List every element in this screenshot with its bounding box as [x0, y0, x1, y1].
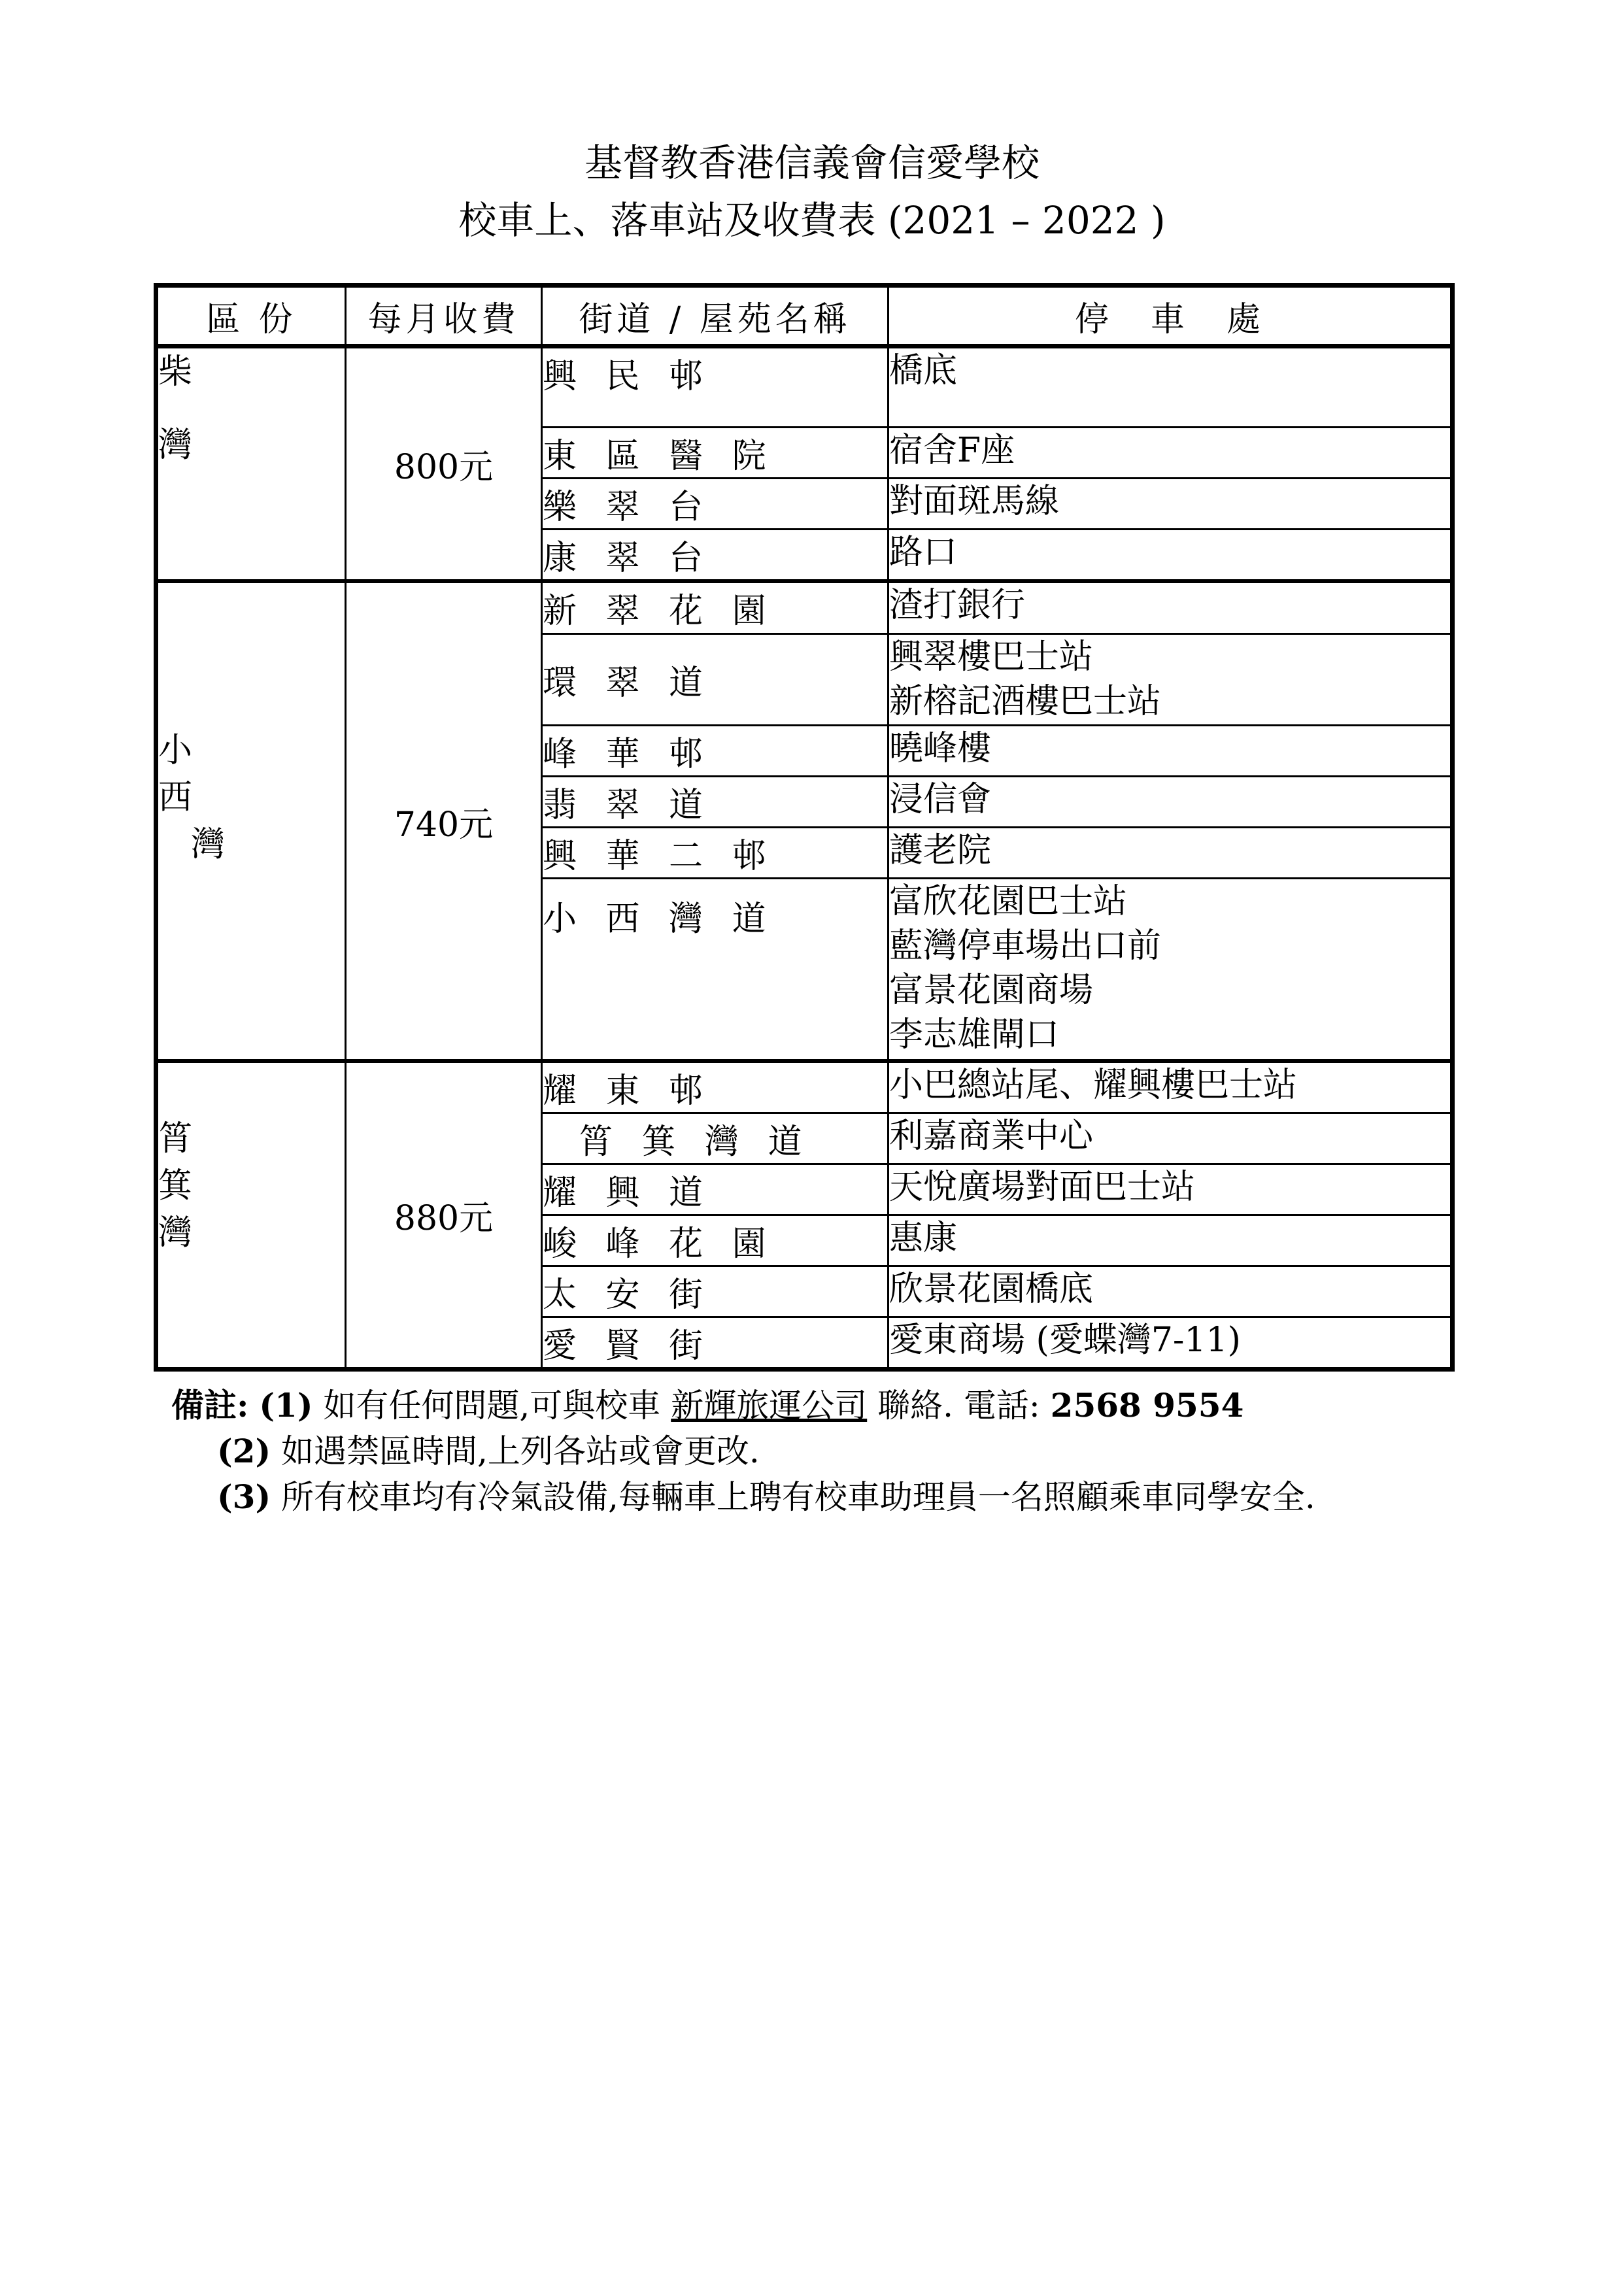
street-cell: 峻 峰 花 園 — [542, 1215, 888, 1266]
note-text: 如遇禁區時間,上列各站或會更改. — [281, 1432, 760, 1470]
col-header-stop: 停 車 處 — [888, 286, 1453, 346]
stop-cell: 渣打銀行 — [888, 581, 1453, 633]
table-header-row — [156, 286, 1453, 346]
stop-cell: 橋底 — [888, 346, 1453, 428]
area-group-siu-sai-wan — [156, 581, 1453, 1061]
area-cell — [156, 581, 346, 1061]
street-cell: 環 翠 道 — [542, 633, 888, 725]
stop-cell: 天悅廣場對面巴士站 — [888, 1164, 1453, 1215]
stop-cell: 欣景花園橋底 — [888, 1266, 1453, 1317]
street-cell: 東 區 醫 院 — [542, 428, 888, 479]
note-text: 所有校車均有冷氣設備,每輛車上聘有校車助理員一名照顧乘車同學安全. — [281, 1478, 1315, 1516]
area-char: 灣 — [191, 825, 226, 864]
notes-label: 備註: — [171, 1386, 249, 1425]
area-char: 灣 — [158, 426, 193, 465]
note-2 — [171, 1428, 1479, 1474]
area-cell — [156, 346, 346, 582]
area-char: 灣 — [158, 1213, 193, 1253]
area-char: 柴 — [158, 352, 193, 392]
street-cell: 小 西 灣 道 — [542, 878, 888, 1061]
street-cell: 太 安 街 — [542, 1266, 888, 1317]
street-cell: 筲 箕 灣 道 — [542, 1113, 888, 1164]
fee-cell: 740元 — [346, 581, 542, 1061]
table-row — [156, 581, 1453, 633]
stop-cell: 愛東商場 (愛蝶灣7-11) — [888, 1317, 1453, 1370]
col-header-area: 區 份 — [156, 286, 346, 346]
table-title: 校車上、落車站及收費表 (2021 – 2022 ) — [458, 198, 1166, 243]
fee-cell: 800元 — [346, 346, 542, 582]
col-header-street: 街道 / 屋苑名稱 — [542, 286, 888, 346]
note-number: (2) — [217, 1432, 271, 1470]
stop-cell: 護老院 — [888, 827, 1453, 878]
stop-cell: 興翠樓巴士站 新榕記酒樓巴士站 — [888, 633, 1453, 725]
area-cell — [156, 1061, 346, 1370]
street-cell: 峰 華 邨 — [542, 725, 888, 776]
notes-section — [171, 1383, 1479, 1520]
note-1 — [171, 1383, 1479, 1428]
area-group-shau-kei-wan — [156, 1061, 1453, 1370]
stop-cell: 宿舍F座 — [888, 428, 1453, 479]
stop-cell: 對面斑馬線 — [888, 479, 1453, 530]
stop-cell: 曉峰樓 — [888, 725, 1453, 776]
street-cell: 康 翠 台 — [542, 530, 888, 582]
stop-cell: 利嘉商業中心 — [888, 1113, 1453, 1164]
stop-cell: 浸信會 — [888, 776, 1453, 827]
street-cell: 新 翠 花 園 — [542, 581, 888, 633]
area-char: 小 — [158, 731, 193, 770]
table-row — [156, 346, 1453, 428]
area-char: 西 — [158, 778, 193, 817]
street-cell: 興 民 邨 — [542, 346, 888, 428]
area-char: 箕 — [158, 1166, 193, 1206]
street-cell: 愛 賢 街 — [542, 1317, 888, 1370]
stop-cell: 路口 — [888, 530, 1453, 582]
school-name: 基督教香港信義會信愛學校 — [584, 141, 1040, 185]
document-header — [0, 134, 1624, 249]
stop-cell: 富欣花園巴士站 藍灣停車場出口前 富景花園商場 李志雄閘口 — [888, 878, 1453, 1061]
street-cell: 耀 東 邨 — [542, 1061, 888, 1113]
note-3 — [171, 1474, 1479, 1520]
area-char: 筲 — [158, 1119, 193, 1158]
street-cell: 興 華 二 邨 — [542, 827, 888, 878]
bus-company-name: 新輝旅運公司 — [671, 1387, 868, 1425]
bus-fee-table — [154, 283, 1455, 1372]
street-cell: 翡 翠 道 — [542, 776, 888, 827]
fee-cell: 880元 — [346, 1061, 542, 1370]
note-number: (3) — [217, 1477, 271, 1516]
col-header-fee: 每月收費 — [346, 286, 542, 346]
area-group-chai-wan — [156, 346, 1453, 582]
phone-number: 2568 9554 — [1050, 1386, 1244, 1425]
note-text: 聯絡. 電話: — [877, 1387, 1040, 1425]
table-row — [156, 1061, 1453, 1113]
note-number: (1) — [259, 1386, 313, 1425]
note-text: 如有任何問題,可與校車 — [323, 1387, 661, 1425]
street-cell: 樂 翠 台 — [542, 479, 888, 530]
stop-cell: 惠康 — [888, 1215, 1453, 1266]
stop-cell: 小巴總站尾、耀興樓巴士站 — [888, 1061, 1453, 1113]
street-cell: 耀 興 道 — [542, 1164, 888, 1215]
